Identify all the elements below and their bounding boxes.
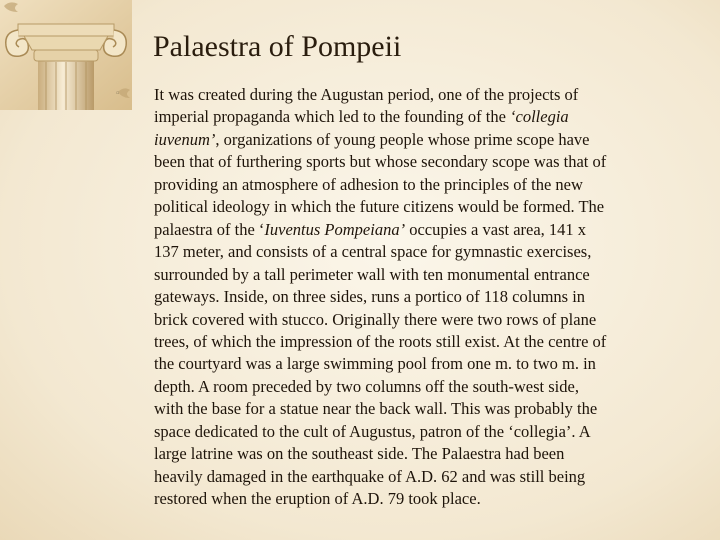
text-line — [154, 309, 709, 331]
text-run: 137 meter, and consists of a central space for gymnastic exercises, — [154, 242, 592, 262]
page-title: Palaestra of Pompeii — [153, 30, 402, 63]
text-run: restored when the eruption of A.D. 79 took place. — [154, 489, 481, 509]
text-line — [154, 174, 709, 196]
text-line — [154, 421, 709, 443]
text-line — [154, 196, 709, 218]
text-line — [154, 398, 709, 420]
text-run: imperial propaganda which led to the founding of the — [154, 107, 511, 127]
text-line — [154, 129, 709, 151]
text-run: depth. A room preceded by two columns off the south-west side, — [154, 376, 579, 396]
text-run: It was created during the Augustan period, one of the projects of — [154, 85, 579, 104]
bullet-icon: ▫ — [116, 88, 120, 99]
text-run: large latrine was on the southeast side. The Palaestra had been — [154, 444, 565, 464]
text-line — [154, 106, 709, 128]
body-paragraph — [154, 84, 709, 511]
italic-run: ‘collegia — [510, 107, 569, 127]
ionic-column-icon — [0, 0, 132, 110]
text-run: trees, of which the impression of the roots still exist. At the centre of — [154, 331, 607, 351]
text-line — [154, 219, 709, 241]
text-run: the courtyard was a large swimming pool from one m. to two m. in — [154, 354, 596, 374]
text-line — [154, 466, 709, 488]
text-run: surrounded by a tall perimeter wall with ten monumental entrance — [154, 264, 590, 284]
text-run: palaestra of the ‘ — [154, 219, 265, 239]
text-run: occupies a vast area, 141 x — [405, 219, 587, 239]
text-run: brick covered with stucco. Originally there were two rows of plane — [154, 309, 597, 329]
text-line — [154, 151, 709, 173]
text-line — [154, 376, 709, 398]
text-line — [154, 443, 709, 465]
italic-run: iuvenum’ — [154, 129, 216, 149]
text-line — [154, 353, 709, 375]
text-line — [154, 241, 709, 263]
text-line — [154, 286, 709, 308]
text-run: with the base for a statue near the back wall. This was probably the — [154, 399, 598, 419]
text-line — [154, 264, 709, 286]
text-run: been that of furthering sports but whose secondary scope was that of — [154, 152, 607, 172]
text-run: gateways. Inside, on three sides, runs a portico of 118 columns in — [154, 287, 586, 307]
text-run: providing an atmosphere of adhesion to the principles of the new — [154, 174, 583, 194]
italic-run: Iuventus Pompeiana’ — [264, 219, 406, 239]
text-run: space dedicated to the cult of Augustus, patron of the ‘collegia’. A — [154, 421, 591, 441]
text-line — [154, 84, 709, 106]
text-run: heavily damaged in the earthquake of A.D. 62 and was still being — [154, 466, 586, 486]
text-run: , organizations of young people whose prime scope have — [215, 129, 590, 149]
text-line — [154, 488, 709, 510]
text-line — [154, 331, 709, 353]
text-run: political ideology in which the future citizens would be formed. The — [154, 197, 605, 217]
